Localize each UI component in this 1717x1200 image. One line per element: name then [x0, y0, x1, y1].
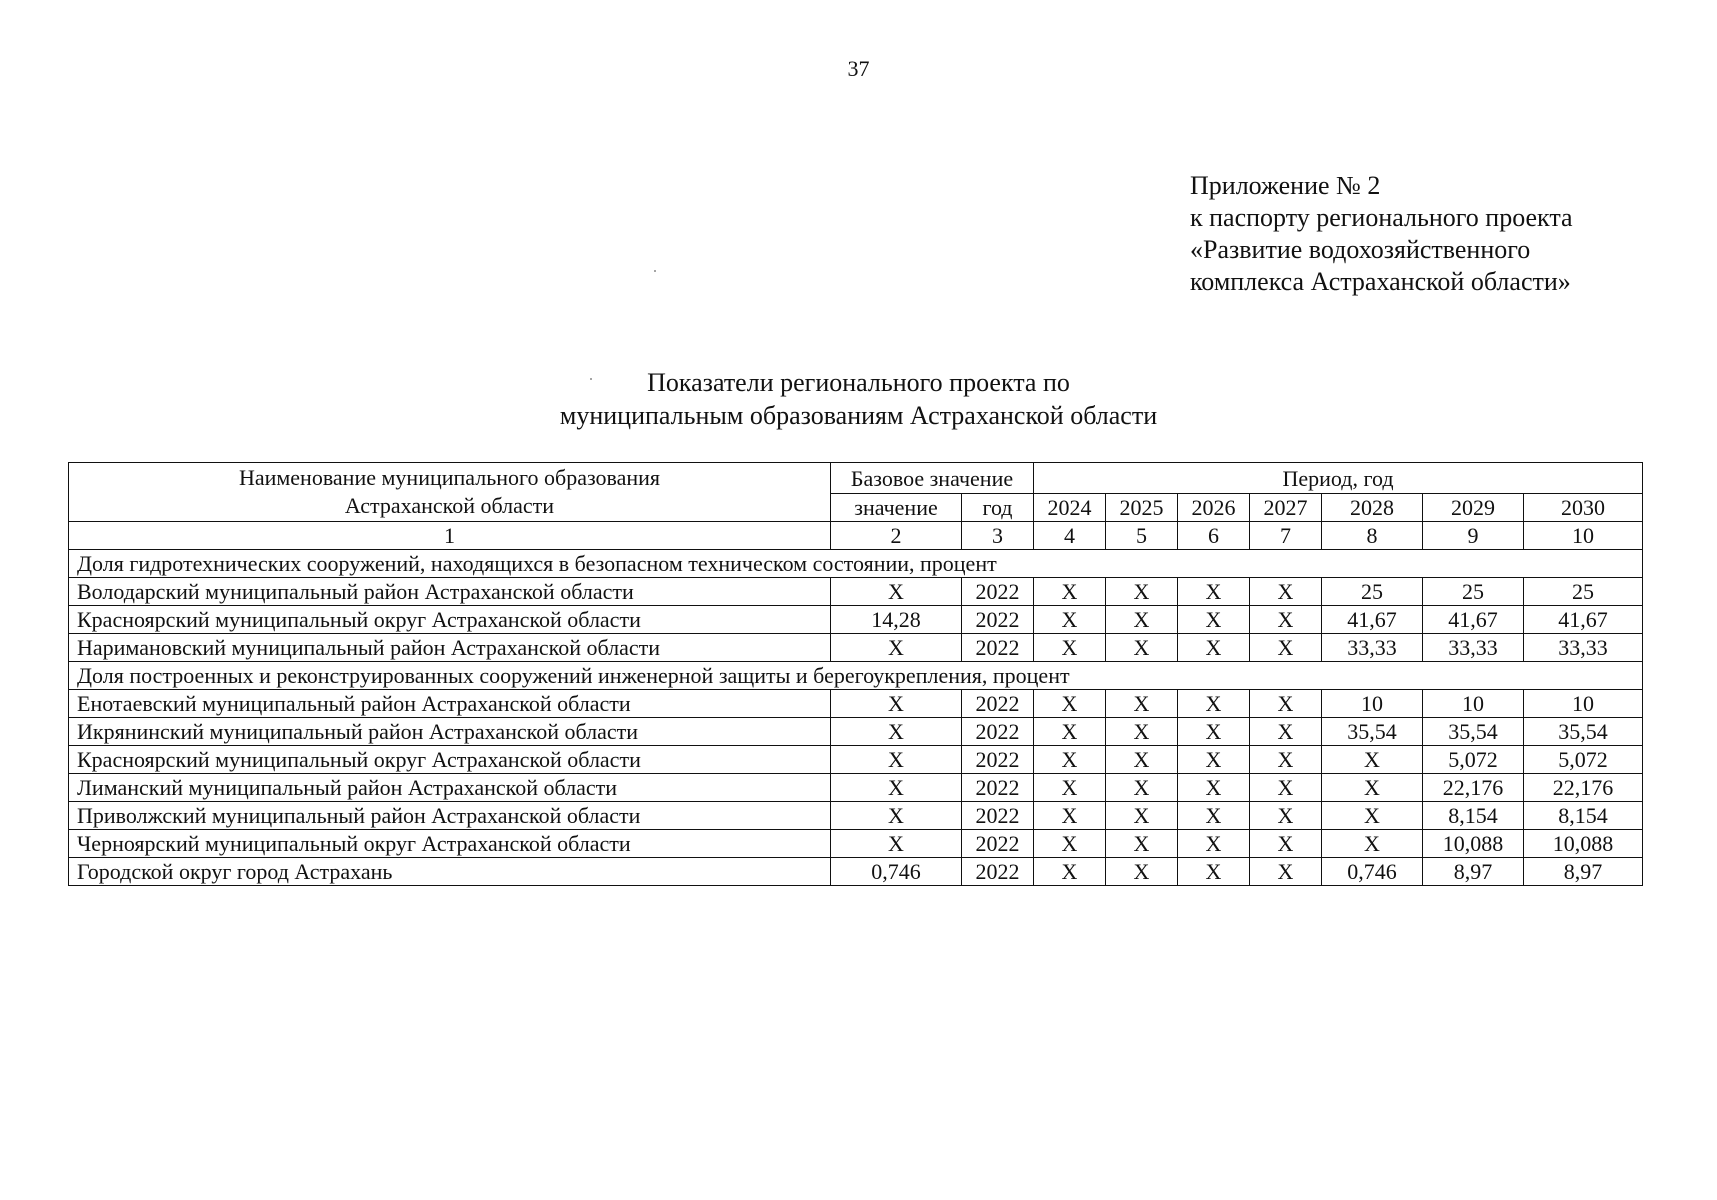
period-value-cell: X	[1178, 634, 1250, 662]
scan-speck	[654, 270, 656, 272]
period-value-cell: X	[1034, 634, 1106, 662]
period-value-cell: X	[1034, 746, 1106, 774]
municipality-name: Черноярский муниципальный округ Астраханской области	[69, 830, 831, 858]
period-value-cell: 41,67	[1423, 606, 1524, 634]
period-value-cell: 25	[1423, 578, 1524, 606]
period-value-cell: X	[1178, 606, 1250, 634]
period-value-cell: X	[1178, 802, 1250, 830]
period-value-cell: 10,088	[1423, 830, 1524, 858]
base-value-cell: X	[831, 578, 962, 606]
base-year-cell: 2022	[962, 746, 1034, 774]
period-value-cell: X	[1322, 830, 1423, 858]
period-value-cell: X	[1250, 690, 1322, 718]
base-value-cell: X	[831, 802, 962, 830]
municipality-name: Наримановский муниципальный район Астраханской области	[69, 634, 831, 662]
period-value-cell: 0,746	[1322, 858, 1423, 886]
period-value-cell: 8,97	[1524, 858, 1643, 886]
municipality-name: Енотаевский муниципальный район Астраханской области	[69, 690, 831, 718]
table-row	[69, 718, 1643, 746]
period-value-cell: 10	[1423, 690, 1524, 718]
base-year-cell: 2022	[962, 634, 1034, 662]
base-year-cell: 2022	[962, 690, 1034, 718]
column-number: 4	[1034, 522, 1106, 550]
period-value-cell: 8,154	[1524, 802, 1643, 830]
title-line: Показатели регионального проекта по	[647, 368, 1070, 397]
table-row	[69, 774, 1643, 802]
year-header: 2030	[1524, 494, 1643, 522]
period-value-cell: X	[1178, 578, 1250, 606]
period-value-cell: X	[1106, 858, 1178, 886]
year-header: 2027	[1250, 494, 1322, 522]
section-title: Доля гидротехнических сооружений, находящихся в безопасном техническом состоянии, процент	[69, 550, 1643, 578]
base-year-cell: 2022	[962, 718, 1034, 746]
table-row	[69, 830, 1643, 858]
base-year-cell: 2022	[962, 578, 1034, 606]
section-row	[69, 662, 1643, 690]
period-value-cell: 35,54	[1322, 718, 1423, 746]
period-value-cell: X	[1250, 634, 1322, 662]
table-row	[69, 690, 1643, 718]
header-row	[69, 463, 1643, 494]
appendix-line: к паспорту регионального проекта	[1190, 203, 1573, 232]
base-value-cell: 14,28	[831, 606, 962, 634]
period-value-cell: 5,072	[1423, 746, 1524, 774]
period-value-cell: X	[1322, 802, 1423, 830]
table-row	[69, 802, 1643, 830]
period-value-cell: 8,154	[1423, 802, 1524, 830]
period-value-cell: 5,072	[1524, 746, 1643, 774]
base-value-cell: X	[831, 690, 962, 718]
column-number: 10	[1524, 522, 1643, 550]
year-header: 2029	[1423, 494, 1524, 522]
value-subheader: значение	[831, 494, 962, 522]
municipality-name: Красноярский муниципальный округ Астраханской области	[69, 606, 831, 634]
base-year-cell: 2022	[962, 830, 1034, 858]
year-header: 2025	[1106, 494, 1178, 522]
table-row	[69, 746, 1643, 774]
period-value-cell: 22,176	[1524, 774, 1643, 802]
column-number: 1	[69, 522, 831, 550]
period-value-cell: X	[1250, 578, 1322, 606]
period-value-cell: 41,67	[1322, 606, 1423, 634]
table-row	[69, 634, 1643, 662]
appendix-line: «Развитие водохозяйственного	[1190, 235, 1531, 264]
document-title	[0, 366, 1717, 432]
period-value-cell: X	[1250, 718, 1322, 746]
table-row	[69, 858, 1643, 886]
base-year-cell: 2022	[962, 802, 1034, 830]
period-value-cell: X	[1322, 774, 1423, 802]
table-row	[69, 606, 1643, 634]
municipality-name: Городской округ город Астрахань	[69, 858, 831, 886]
municipality-name: Володарский муниципальный район Астраханской области	[69, 578, 831, 606]
period-value-cell: X	[1250, 830, 1322, 858]
period-value-cell: X	[1106, 606, 1178, 634]
column-number: 7	[1250, 522, 1322, 550]
period-value-cell: X	[1106, 774, 1178, 802]
period-value-cell: 22,176	[1423, 774, 1524, 802]
numbering-row	[69, 522, 1643, 550]
year-header: 2028	[1322, 494, 1423, 522]
page-number: 37	[847, 56, 870, 81]
municipality-header	[69, 463, 831, 522]
period-value-cell: X	[1034, 830, 1106, 858]
municipality-name: Икрянинский муниципальный район Астраханской области	[69, 718, 831, 746]
period-value-cell: 10	[1524, 690, 1643, 718]
municipality-name: Лиманский муниципальный район Астраханской области	[69, 774, 831, 802]
period-value-cell: X	[1106, 830, 1178, 858]
title-line: муниципальным образованиям Астраханской области	[559, 401, 1158, 430]
appendix-line: комплекса Астраханской области»	[1190, 267, 1571, 296]
period-value-cell: X	[1178, 858, 1250, 886]
base-year-cell: 2022	[962, 858, 1034, 886]
period-value-cell: X	[1106, 746, 1178, 774]
period-value-cell: 41,67	[1524, 606, 1643, 634]
appendix-line: Приложение № 2	[1190, 171, 1381, 200]
period-value-cell: X	[1106, 634, 1178, 662]
base-value-cell: X	[831, 634, 962, 662]
period-value-cell: X	[1250, 746, 1322, 774]
period-header: Период, год	[1034, 463, 1643, 494]
period-value-cell: 25	[1524, 578, 1643, 606]
period-value-cell: 35,54	[1423, 718, 1524, 746]
period-value-cell: X	[1250, 774, 1322, 802]
header-text: Астраханской области	[344, 493, 555, 518]
year-header: 2026	[1178, 494, 1250, 522]
column-number: 6	[1178, 522, 1250, 550]
period-value-cell: X	[1106, 718, 1178, 746]
period-value-cell: 33,33	[1423, 634, 1524, 662]
column-number: 2	[831, 522, 962, 550]
base-year-cell: 2022	[962, 774, 1034, 802]
period-value-cell: 25	[1322, 578, 1423, 606]
period-value-cell: 33,33	[1322, 634, 1423, 662]
base-value-cell: X	[831, 830, 962, 858]
base-value-cell: 0,746	[831, 858, 962, 886]
column-number: 8	[1322, 522, 1423, 550]
column-number: 5	[1106, 522, 1178, 550]
section-row	[69, 550, 1643, 578]
period-value-cell: X	[1106, 578, 1178, 606]
period-value-cell: X	[1178, 746, 1250, 774]
period-value-cell: 33,33	[1524, 634, 1643, 662]
base-value-cell: X	[831, 746, 962, 774]
period-value-cell: X	[1034, 606, 1106, 634]
period-value-cell: X	[1178, 830, 1250, 858]
period-value-cell: X	[1250, 858, 1322, 886]
period-value-cell: X	[1178, 774, 1250, 802]
year-header: 2024	[1034, 494, 1106, 522]
period-value-cell: 8,97	[1423, 858, 1524, 886]
period-value-cell: X	[1034, 578, 1106, 606]
period-value-cell: X	[1322, 746, 1423, 774]
period-value-cell: X	[1106, 802, 1178, 830]
period-value-cell: X	[1034, 858, 1106, 886]
year-subheader: год	[962, 494, 1034, 522]
period-value-cell: X	[1178, 718, 1250, 746]
period-value-cell: X	[1178, 690, 1250, 718]
period-value-cell: X	[1034, 690, 1106, 718]
period-value-cell: X	[1250, 802, 1322, 830]
period-value-cell: X	[1106, 690, 1178, 718]
period-value-cell: X	[1034, 774, 1106, 802]
period-value-cell: X	[1034, 802, 1106, 830]
period-value-cell: 10	[1322, 690, 1423, 718]
section-title: Доля построенных и реконструированных сооружений инженерной защиты и берегоукрепления, процент	[69, 662, 1643, 690]
period-value-cell: X	[1250, 606, 1322, 634]
base-value-cell: X	[831, 774, 962, 802]
municipality-name: Красноярский муниципальный округ Астраханской области	[69, 746, 831, 774]
base-value-cell: X	[831, 718, 962, 746]
period-value-cell: 10,088	[1524, 830, 1643, 858]
table-row	[69, 578, 1643, 606]
column-number: 9	[1423, 522, 1524, 550]
header-text: Наименование муниципального образования	[238, 465, 661, 490]
municipality-name: Приволжский муниципальный район Астраханской области	[69, 802, 831, 830]
column-number: 3	[962, 522, 1034, 550]
base-value-header: Базовое значение	[831, 463, 1034, 494]
period-value-cell: X	[1034, 718, 1106, 746]
base-year-cell: 2022	[962, 606, 1034, 634]
appendix-note	[1190, 170, 1573, 298]
period-value-cell: 35,54	[1524, 718, 1643, 746]
indicators-table	[68, 462, 1643, 886]
